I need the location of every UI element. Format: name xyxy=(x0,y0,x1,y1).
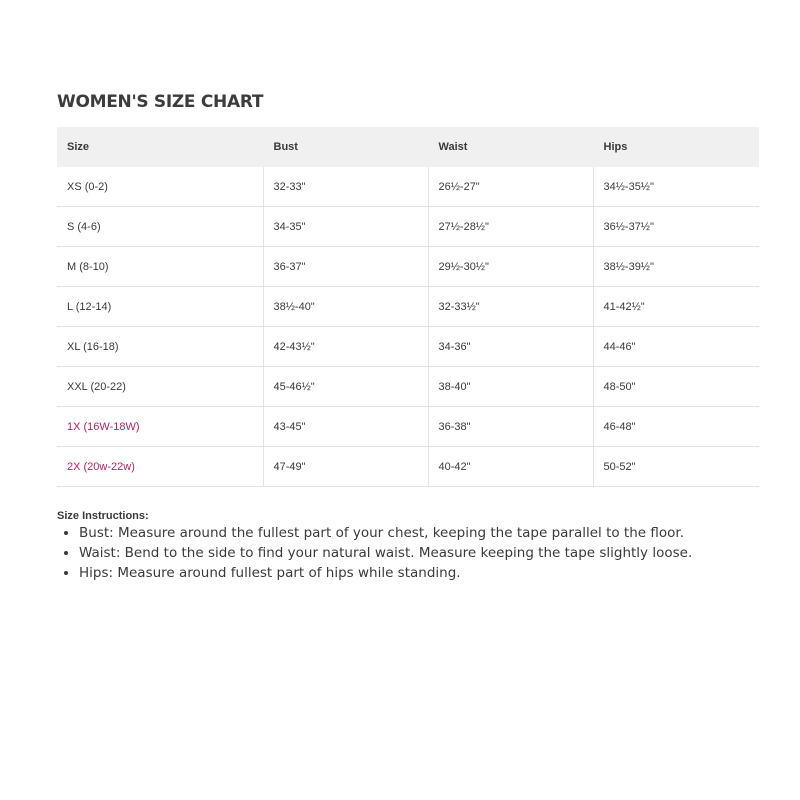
table-row xyxy=(57,367,759,407)
size-cell: XXL (20-22) xyxy=(57,367,263,407)
instructions-title: Size Instructions: xyxy=(57,510,149,522)
instruction-bust: • Bust: Measure around the fullest part of your chest, keeping the tape parallel to the floor. xyxy=(79,523,777,543)
instruction-hips: • Hips: Measure around fullest part of hips while standing. xyxy=(79,563,777,583)
size-cell: M (8-10) xyxy=(57,247,263,287)
table-header-row xyxy=(57,127,759,167)
header-hips: Hips xyxy=(593,127,759,167)
table-row xyxy=(57,207,759,247)
header-waist: Waist xyxy=(428,127,593,167)
bust-cell: 42-43½" xyxy=(263,327,428,367)
size-cell-plus: 2X (20w-22w) xyxy=(57,447,263,487)
size-cell: S (4-6) xyxy=(57,207,263,247)
waist-cell: 29½-30½" xyxy=(428,247,593,287)
size-cell-plus: 1X (16W-18W) xyxy=(57,407,263,447)
bust-cell: 45-46½" xyxy=(263,367,428,407)
bust-cell: 47-49" xyxy=(263,447,428,487)
waist-cell: 38-40" xyxy=(428,367,593,407)
waist-cell: 27½-28½" xyxy=(428,207,593,247)
table-row xyxy=(57,407,759,447)
bust-cell: 38½-40" xyxy=(263,287,428,327)
waist-cell: 40-42" xyxy=(428,447,593,487)
table-row xyxy=(57,447,759,487)
table-row xyxy=(57,287,759,327)
table-row xyxy=(57,167,759,207)
table-row xyxy=(57,247,759,287)
header-size: Size xyxy=(57,127,263,167)
table-row xyxy=(57,327,759,367)
instruction-waist: • Waist: Bend to the side to find your natural waist. Measure keeping the tape slightly loose. xyxy=(79,543,777,563)
size-chart-table xyxy=(57,127,759,487)
waist-cell: 34-36" xyxy=(428,327,593,367)
bust-cell: 34-35" xyxy=(263,207,428,247)
size-cell: XS (0-2) xyxy=(57,167,263,207)
header-bust: Bust xyxy=(263,127,428,167)
hips-cell: 41-42½" xyxy=(593,287,759,327)
hips-cell: 44-46" xyxy=(593,327,759,367)
hips-cell: 46-48" xyxy=(593,407,759,447)
waist-cell: 26½-27" xyxy=(428,167,593,207)
bust-cell: 36-37" xyxy=(263,247,428,287)
page-title: WOMEN'S SIZE CHART xyxy=(57,92,264,112)
hips-cell: 34½-35½" xyxy=(593,167,759,207)
size-cell: L (12-14) xyxy=(57,287,263,327)
bust-cell: 43-45" xyxy=(263,407,428,447)
instructions-list xyxy=(57,523,777,583)
hips-cell: 48-50" xyxy=(593,367,759,407)
hips-cell: 50-52" xyxy=(593,447,759,487)
size-instructions xyxy=(57,510,777,583)
hips-cell: 36½-37½" xyxy=(593,207,759,247)
size-cell: XL (16-18) xyxy=(57,327,263,367)
waist-cell: 32-33½" xyxy=(428,287,593,327)
waist-cell: 36-38" xyxy=(428,407,593,447)
bust-cell: 32-33" xyxy=(263,167,428,207)
hips-cell: 38½-39½" xyxy=(593,247,759,287)
